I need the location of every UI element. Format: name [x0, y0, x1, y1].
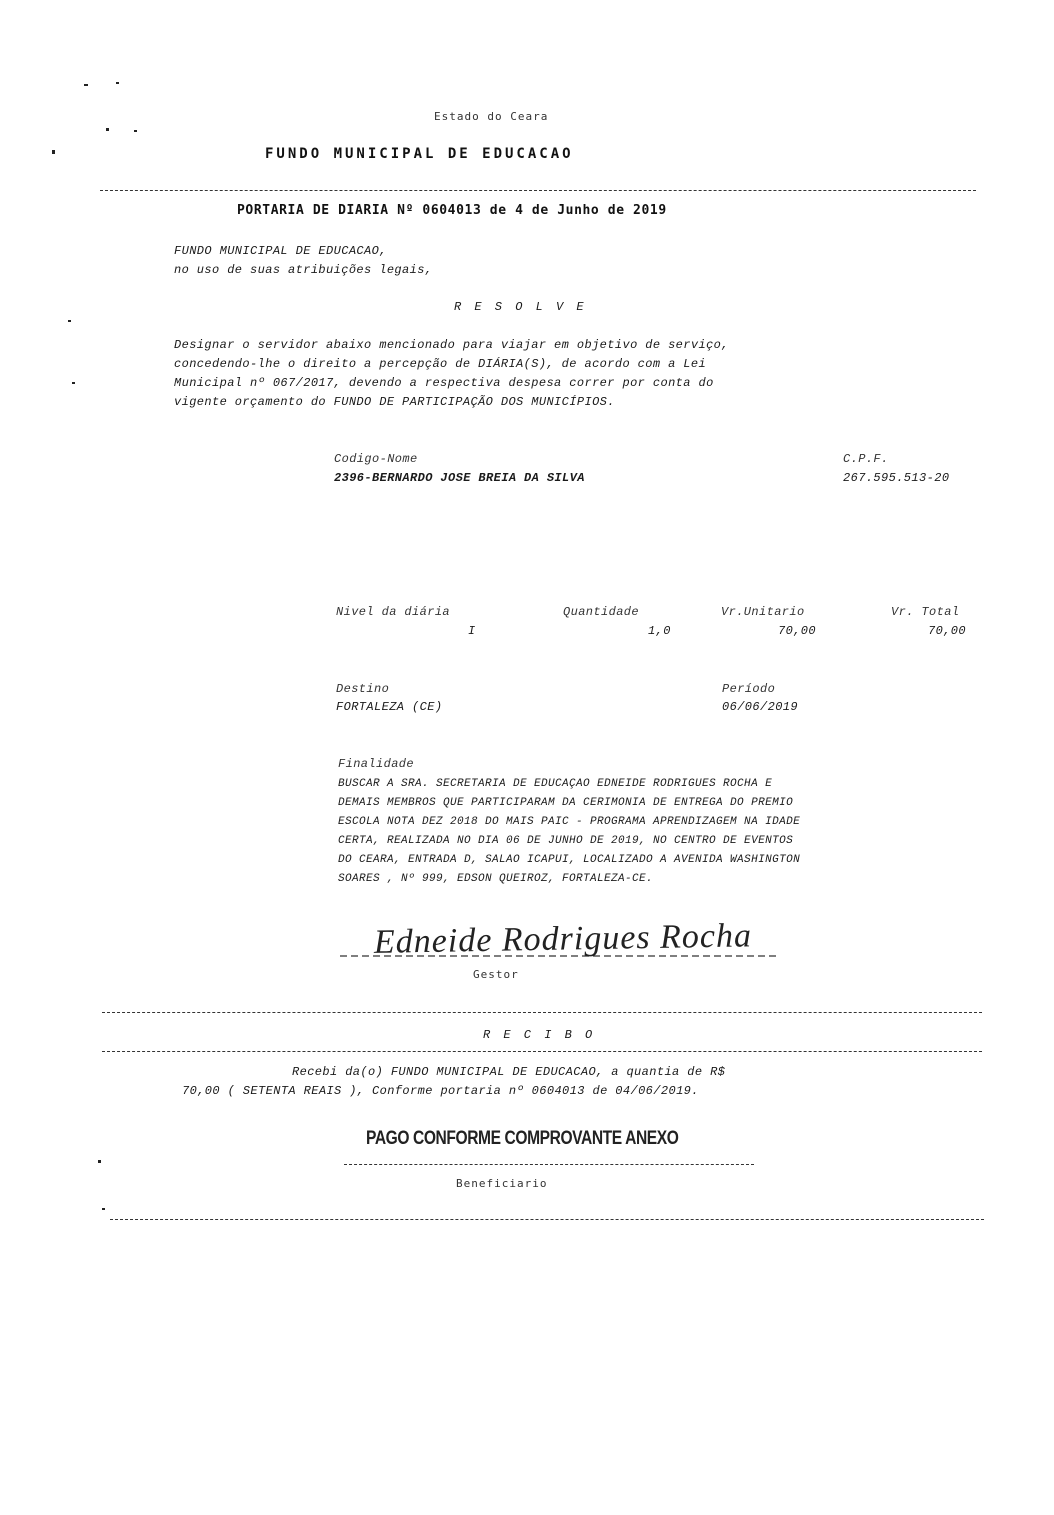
resolve-label: R E S O L V E — [454, 300, 587, 314]
recibo-line-1: Recebi da(o) FUNDO MUNICIPAL DE EDUCACAO, a quantia de R$ — [292, 1065, 726, 1079]
recibo-top-divider — [102, 1012, 982, 1013]
recibo-line-2: 70,00 ( SETENTA REAIS ), Conforme portaria nº 0604013 de 04/06/2019. — [182, 1084, 699, 1098]
finalidade-line-3: ESCOLA NOTA DEZ 2018 DO MAIS PAIC - PROGRAMA APRENDIZAGEM NA IDADE — [338, 816, 801, 828]
periodo-label: Período — [722, 682, 776, 696]
recibo-bottom-divider — [102, 1051, 982, 1052]
scan-speck — [84, 84, 88, 86]
beneficiario-signature-line — [344, 1164, 754, 1165]
recibo-label: R E C I B O — [483, 1028, 596, 1042]
scan-speck — [134, 130, 137, 132]
code-name-label: Codigo-Nome — [334, 452, 418, 466]
body-line-1: Designar o servidor abaixo mencionado para viajar em objetivo de serviço, — [174, 338, 729, 352]
vr-total-value: 70,00 — [928, 624, 967, 638]
periodo-value: 06/06/2019 — [722, 700, 799, 714]
destino-label: Destino — [336, 682, 390, 696]
gestor-signature — [338, 912, 788, 964]
body-line-2: concedendo-lhe o direito a percepção de DIÁRIA(S), de acordo com a Lei — [174, 357, 707, 371]
footer-divider — [110, 1219, 984, 1220]
vr-total-label: Vr. Total — [891, 605, 960, 619]
intro-line-2: no uso de suas atribuições legais, — [174, 263, 433, 277]
scan-speck — [68, 320, 71, 322]
scan-speck — [98, 1160, 101, 1163]
scan-speck — [52, 150, 55, 154]
finalidade-line-1: BUSCAR A SRA. SECRETARIA DE EDUCAÇAO EDNEIDE RODRIGUES ROCHA E — [338, 778, 773, 790]
portaria-title: PORTARIA DE DIARIA Nº 0604013 de 4 de Junho de 2019 — [237, 203, 667, 218]
code-name-value: 2396-BERNARDO JOSE BREIA DA SILVA — [334, 471, 585, 485]
body-line-3: Municipal nº 067/2017, devendo a respectiva despesa correr por conta do — [174, 376, 714, 390]
agency-name: FUNDO MUNICIPAL DE EDUCACAO — [265, 146, 574, 162]
header-divider — [100, 190, 976, 191]
gestor-label: Gestor — [473, 968, 519, 981]
finalidade-line-5: DO CEARA, ENTRADA D, SALAO ICAPUI, LOCALIZADO A AVENIDA WASHINGTON — [338, 854, 801, 866]
scan-speck — [106, 128, 109, 131]
state-name: Estado do Ceara — [434, 110, 549, 123]
body-line-4: vigente orçamento do FUNDO DE PARTICIPAÇÃO DOS MUNICÍPIOS. — [174, 395, 615, 409]
beneficiario-label: Beneficiario — [456, 1177, 548, 1190]
scan-speck — [116, 82, 119, 84]
vr-unitario-value: 70,00 — [778, 624, 817, 638]
scan-speck — [72, 382, 75, 384]
finalidade-line-4: CERTA, REALIZADA NO DIA 06 DE JUNHO DE 2019, NO CENTRO DE EVENTOS — [338, 835, 794, 847]
nivel-label: Nivel da diária — [336, 605, 451, 619]
vr-unitario-label: Vr.Unitario — [721, 605, 805, 619]
finalidade-label: Finalidade — [338, 757, 415, 771]
nivel-value: I — [468, 624, 476, 638]
gestor-signature-text: Edneide Rodrigues Rocha — [373, 917, 753, 961]
finalidade-line-2: DEMAIS MEMBROS QUE PARTICIPARAM DA CERIMONIA DE ENTREGA DO PREMIO — [338, 797, 794, 809]
cpf-value: 267.595.513-20 — [843, 471, 950, 485]
pago-stamp: PAGO CONFORME COMPROVANTE ANEXO — [366, 1128, 679, 1149]
scan-speck — [102, 1208, 105, 1210]
finalidade-line-6: SOARES , Nº 999, EDSON QUEIROZ, FORTALEZA-CE. — [338, 873, 654, 885]
intro-line-1: FUNDO MUNICIPAL DE EDUCACAO, — [174, 244, 387, 258]
cpf-label: C.P.F. — [843, 452, 889, 466]
quantidade-value: 1,0 — [648, 624, 671, 638]
destino-value: FORTALEZA (CE) — [336, 700, 443, 714]
quantidade-label: Quantidade — [563, 605, 640, 619]
